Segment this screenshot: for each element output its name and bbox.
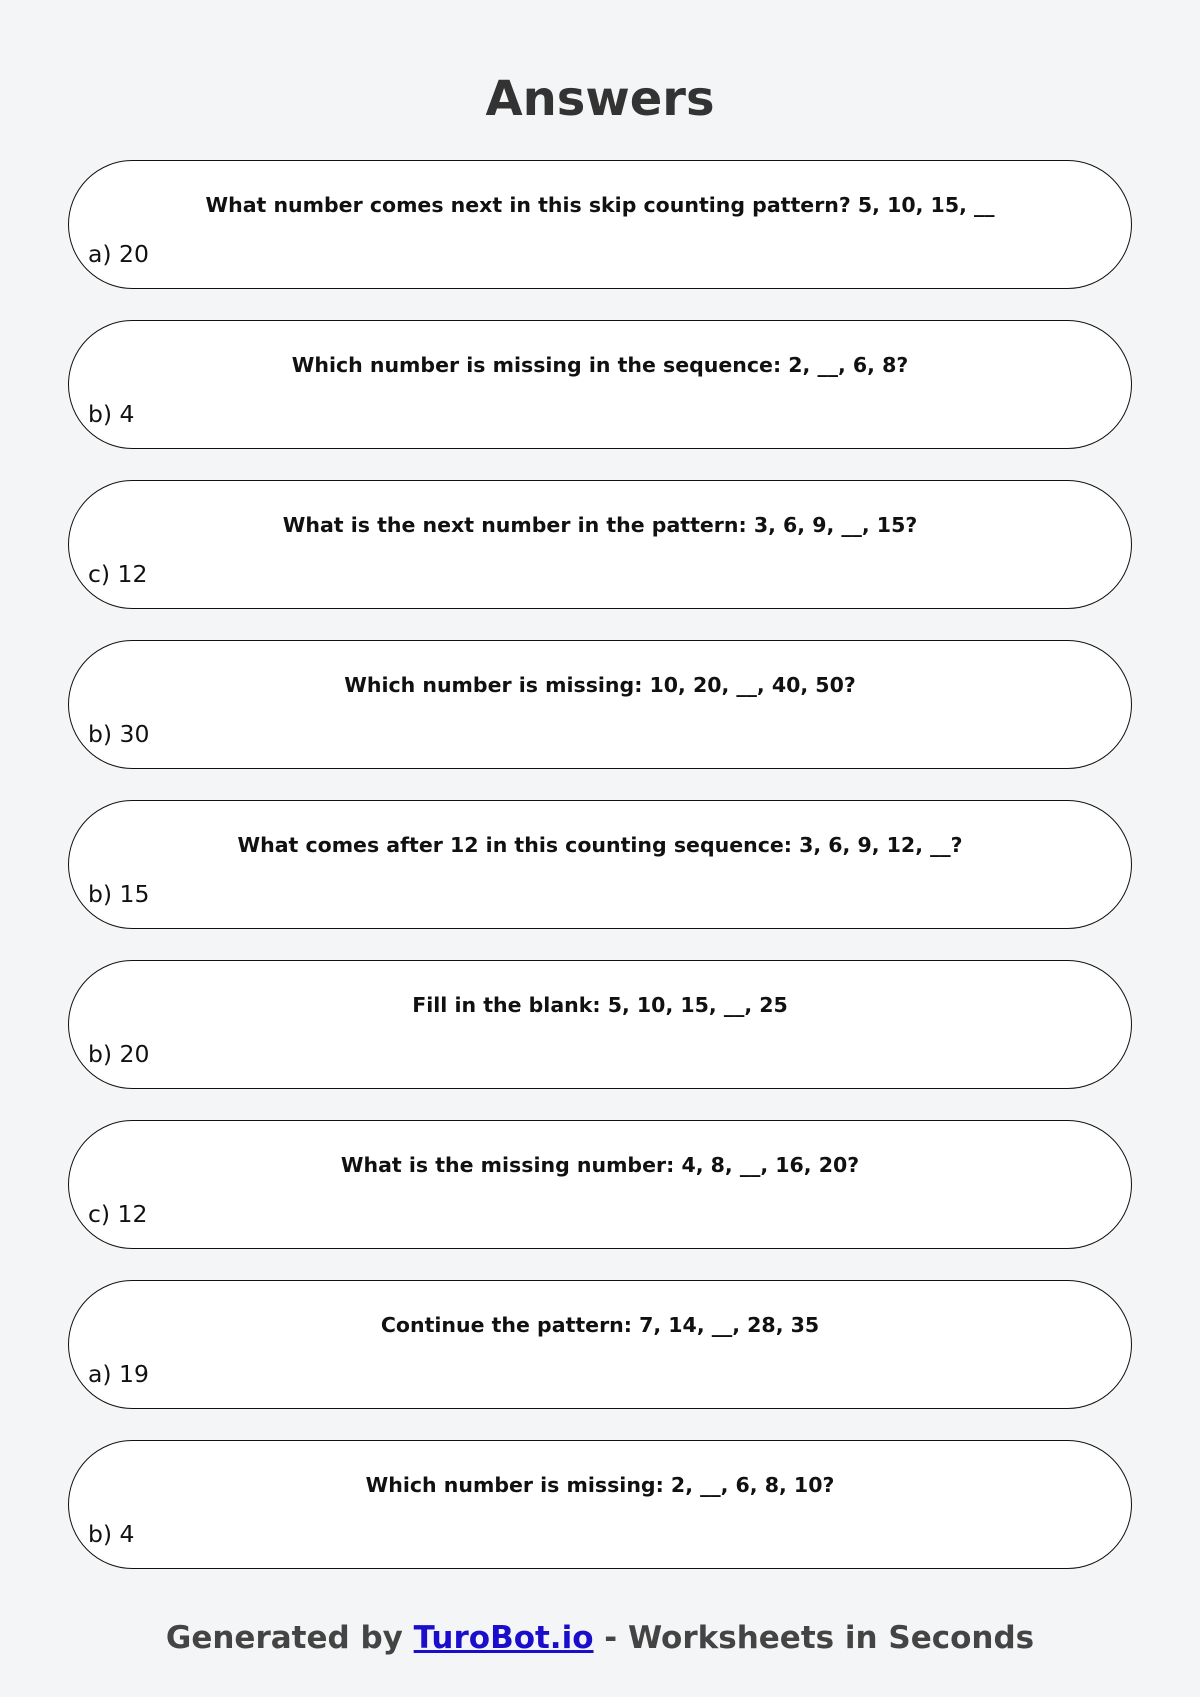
answer-text: b) 4 <box>88 400 135 428</box>
answer-text: c) 12 <box>88 1200 148 1228</box>
footer <box>0 1618 1200 1658</box>
question-text: What number comes next in this skip counting pattern? 5, 10, 15, __ <box>205 193 995 217</box>
footer-suffix: - Worksheets in Seconds <box>593 1620 1035 1656</box>
answer-text: a) 20 <box>88 240 149 268</box>
answer-text: a) 19 <box>88 1360 149 1388</box>
answer-text: b) 30 <box>88 720 150 748</box>
question-text: Continue the pattern: 7, 14, __, 28, 35 <box>380 1313 820 1337</box>
footer-prefix: Generated by <box>165 1620 414 1656</box>
answer-text: c) 12 <box>88 560 148 588</box>
answer-text: b) 15 <box>88 880 150 908</box>
answer-text: b) 4 <box>88 1520 135 1548</box>
question-text: Which number is missing: 2, __, 6, 8, 10? <box>365 1473 835 1497</box>
question-text: What comes after 12 in this counting sequence: 3, 6, 9, 12, __? <box>237 833 963 857</box>
answer-card-9 <box>68 1440 1132 1569</box>
answer-text: b) 20 <box>88 1040 150 1068</box>
question-text: Fill in the blank: 5, 10, 15, __, 25 <box>412 993 788 1017</box>
answer-card-2 <box>68 320 1132 449</box>
answer-card-5 <box>68 800 1132 929</box>
question-text: What is the missing number: 4, 8, __, 16, 20? <box>340 1153 860 1177</box>
page-title: Answers <box>485 71 715 127</box>
answer-card-6 <box>68 960 1132 1089</box>
answer-card-3 <box>68 480 1132 609</box>
answer-card-7 <box>68 1120 1132 1249</box>
answer-card-4 <box>68 640 1132 769</box>
question-text: What is the next number in the pattern: 3, 6, 9, __, 15? <box>282 513 918 537</box>
question-text: Which number is missing: 10, 20, __, 40, 50? <box>344 673 856 697</box>
answers-list <box>68 160 1132 1600</box>
answer-card-8 <box>68 1280 1132 1409</box>
turobot-link[interactable]: TuroBot.io <box>413 1620 594 1656</box>
question-text: Which number is missing in the sequence: 2, __, 6, 8? <box>291 353 909 377</box>
answer-card-1 <box>68 160 1132 289</box>
